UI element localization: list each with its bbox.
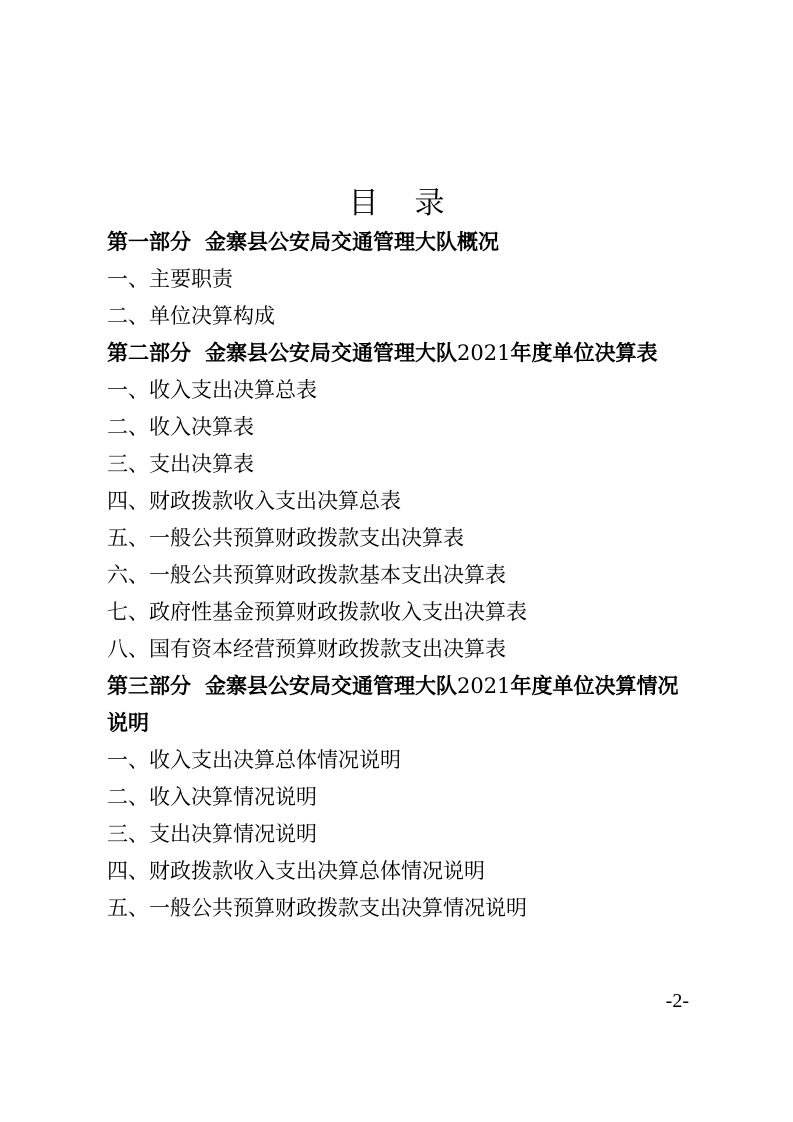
page-number: -2- [665, 990, 689, 1012]
toc-item: 五、一般公共预算财政拨款支出决算情况说明 [107, 896, 527, 920]
toc-item: 五、一般公共预算财政拨款支出决算表 [107, 526, 464, 550]
part-name: 金寨县公安局交通管理大队 [205, 674, 457, 698]
toc-part-2 [107, 335, 697, 372]
toc-item: 三、支出决算情况说明 [107, 822, 317, 846]
part-name: 金寨县公安局交通管理大队 [205, 341, 457, 365]
toc-item: 二、单位决算构成 [107, 304, 275, 328]
part-suffix: 年度单位决算表 [510, 341, 658, 365]
toc-item: 六、一般公共预算财政拨款基本支出决算表 [107, 563, 506, 587]
toc-part-3 [107, 668, 697, 742]
toc-part-1 [107, 224, 697, 261]
part-label: 第一部分 [107, 230, 191, 254]
toc-item: 二、收入决算表 [107, 415, 254, 439]
toc-item: 三、支出决算表 [107, 452, 254, 476]
toc-item: 四、财政拨款收入支出决算总表 [107, 489, 401, 513]
toc-item: 四、财政拨款收入支出决算总体情况说明 [107, 859, 485, 883]
part-suffix: 年度单位决算情况说明 [107, 674, 679, 735]
part-year: 2021 [457, 674, 511, 698]
toc-item: 八、国有资本经营预算财政拨款支出决算表 [107, 637, 506, 661]
part-label: 第二部分 [107, 341, 191, 365]
part-name: 金寨县公安局交通管理大队概况 [205, 230, 499, 254]
toc-item: 一、主要职责 [107, 267, 233, 291]
toc-title-char-2: 录 [414, 186, 445, 221]
toc-item: 二、收入决算情况说明 [107, 785, 317, 809]
part-label: 第三部分 [107, 674, 191, 698]
toc-item: 一、收入支出决算总表 [107, 378, 317, 402]
toc-item: 一、收入支出决算总体情况说明 [107, 748, 401, 772]
table-of-contents [107, 224, 697, 927]
part-year: 2021 [457, 341, 511, 365]
toc-title [0, 186, 793, 222]
toc-item: 七、政府性基金预算财政拨款收入支出决算表 [107, 600, 527, 624]
toc-title-char-1: 目 [348, 186, 379, 221]
